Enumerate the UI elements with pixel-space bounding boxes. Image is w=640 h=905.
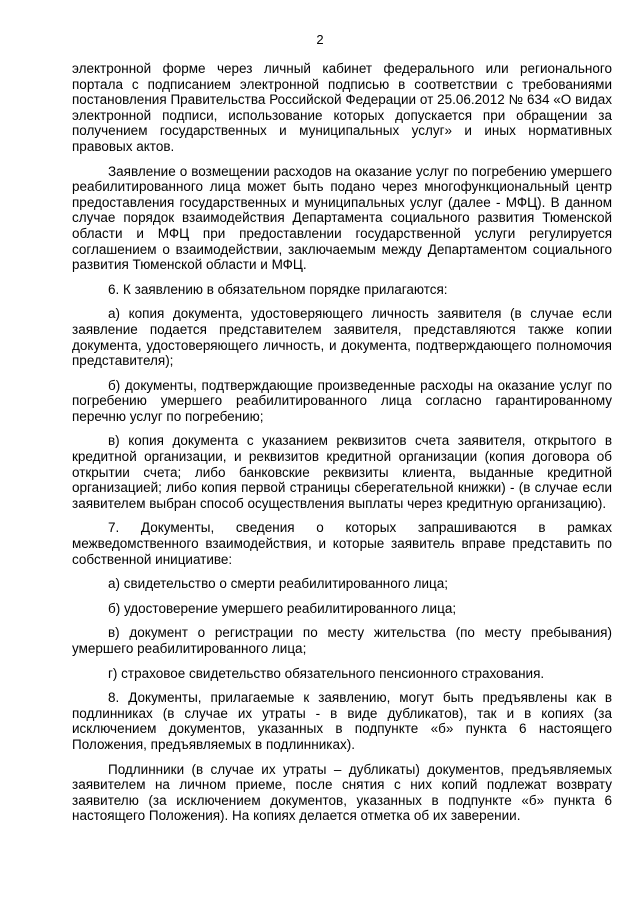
paragraph-5: б) документы, подтверждающие произведенные расходы на оказание услуг по погребению умершего реабилитированного лица согласно гарантированному перечню услуг по погребению; (72, 377, 612, 424)
paragraph-13: Подлинники (в случае их утраты – дубликаты) документов, предъявляемых заявителем на личном приеме, после снятия с них копий подлежат возврату заявителю (за исключением документов, указанных в подпункте «б» пункта 6 настоящего Положения). На копиях делается отметка об их заверении. (72, 761, 612, 824)
paragraph-1: электронной форме через личный кабинет федерального или регионального портала с подписанием электронной подписью в соответствии с требованиями постановления Правительства Российской Федерации от 25.06.2012 № 634 «О видах электронной подписи, использование которых допускается при обращении за получением государственных и муниципальных услуг» и иных нормативных правовых актов. (72, 61, 612, 154)
paragraph-11: г) страховое свидетельство обязательного пенсионного страхования. (108, 665, 545, 681)
paragraph-8: а) свидетельство о смерти реабилитированного лица; (108, 576, 449, 592)
paragraph-3: 6. К заявлению в обязательном порядке прилагаются: (108, 281, 448, 297)
paragraph-12: 8. Документы, прилагаемые к заявлению, могут быть предъявлены как в подлинниках (в случае их утраты - в виде дубликатов), так и в копиях (за исключением документов, указанных в подпункте «б» пункта 6 настоящего Положения, предъявляемых в подлинниках). (72, 690, 612, 752)
page-number: 2 (316, 32, 324, 47)
document-body (72, 61, 612, 833)
paragraph-10: в) документ о регистрации по месту жительства (по месту пребывания) умершего реабилитированного лица; (72, 625, 612, 656)
paragraph-2: Заявление о возмещении расходов на оказание услуг по погребению умершего реабилитированного лица может быть подано через многофункциональный центр предоставления государственных и муниципальных услуг (далее - МФЦ). В данном случае порядок взаимодействия Департамента социального развития Тюменской области и МФЦ при предоставлении государственной услуги регулируется соглашением о взаимодействии, заключаемым между Департаментом социального развития Тюменской области и МФЦ. (72, 163, 612, 273)
paragraph-7: 7. Документы, сведения о которых запрашиваются в рамках межведомственного взаимодействия, и которые заявитель вправе представить по собственной инициативе: (72, 520, 612, 567)
paragraph-9: б) удостоверение умершего реабилитированного лица; (108, 600, 457, 616)
paragraph-6: в) копия документа с указанием реквизитов счета заявителя, открытого в кредитной организации, и реквизитов кредитной организации (копия договора об открытии счета; либо банковские реквизиты клиента, выданные кредитной организацией; либо копия первой страницы сберегательной книжки) - (в случае если заявителем выбран способ осуществления выплаты через кредитную организацию). (72, 433, 612, 511)
paragraph-4: а) копия документа, удостоверяющего личность заявителя (в случае если заявление подается представителем заявителя, представляются также копии документа, удостоверяющего личность, и документа, подтверждающего полномочия представителя); (72, 306, 612, 369)
